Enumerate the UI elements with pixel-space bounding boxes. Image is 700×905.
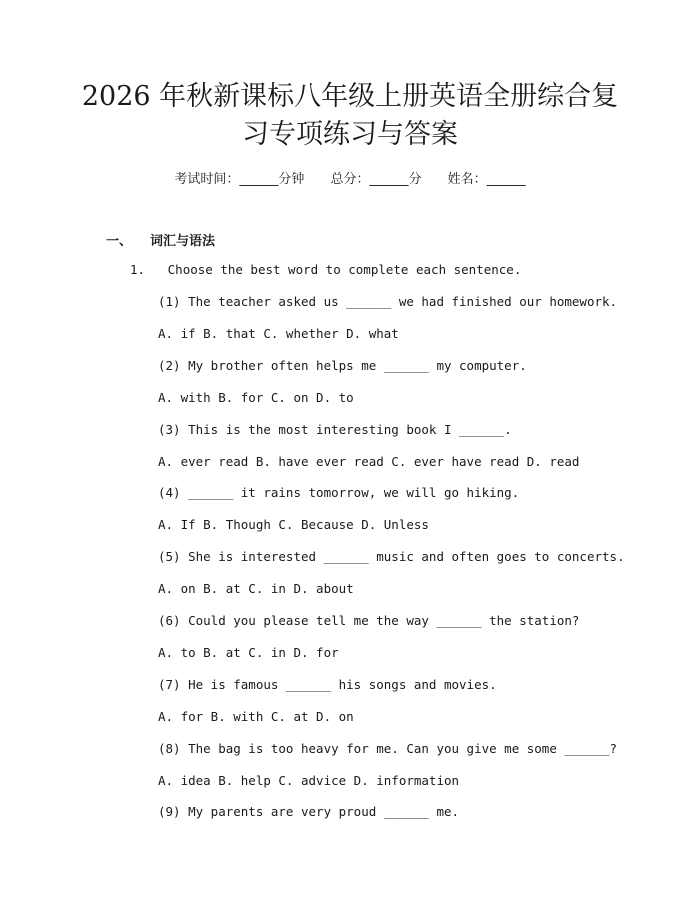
exam-time: 考试时间：______分钟 bbox=[174, 172, 305, 187]
option-line: A. ever read B. have ever read C. ever have read D. read bbox=[158, 453, 580, 469]
question-line: (9) My parents are very proud ______ me. bbox=[158, 804, 460, 820]
question-line: (7) He is famous ______ his songs and movies. bbox=[158, 676, 497, 692]
section-number: 一、 bbox=[106, 234, 133, 249]
question-line: (6) Could you please tell me the way ______ the station? bbox=[158, 613, 580, 628]
question-line: (5) She is interested ______ music and often goes to concerts. bbox=[158, 549, 625, 565]
section-title: 词汇与语法 bbox=[150, 234, 216, 249]
option-line: A. If B. Though C. Because D. Unless bbox=[158, 517, 429, 533]
page-title bbox=[40, 78, 660, 154]
title-line-1: 2026 年秋新课标八年级上册英语全册综合复 bbox=[81, 81, 619, 112]
option-line: A. if B. that C. whether D. what bbox=[158, 325, 399, 341]
question-line: (2) My brother often helps me ______ my computer. bbox=[158, 357, 527, 373]
total-score: 总分：______分 bbox=[330, 172, 422, 187]
option-line: A. idea B. help C. advice D. information bbox=[158, 772, 460, 788]
question-number: 1. bbox=[130, 262, 146, 277]
section-heading bbox=[106, 230, 215, 249]
question-line: (3) This is the most interesting book I ______. bbox=[158, 421, 512, 437]
student-name: 姓名：______ bbox=[447, 172, 526, 187]
title-line-2: 习专项练习与答案 bbox=[242, 119, 458, 150]
question-line: (1) The teacher asked us ______ we had finished our homework. bbox=[158, 294, 618, 309]
option-line: A. with B. for C. on D. to bbox=[158, 389, 354, 405]
option-line: A. to B. at C. in D. for bbox=[158, 644, 339, 660]
exam-meta bbox=[0, 168, 700, 187]
instruction-text: Choose the best word to complete each sentence. bbox=[167, 262, 522, 277]
question-line: (4) ______ it rains tomorrow, we will go hiking. bbox=[158, 485, 520, 501]
question-instruction bbox=[130, 262, 521, 277]
option-line: A. for B. with C. at D. on bbox=[158, 708, 354, 724]
option-line: A. on B. at C. in D. about bbox=[158, 581, 354, 597]
question-line: (8) The bag is too heavy for me. Can you give me some ______? bbox=[158, 740, 618, 756]
